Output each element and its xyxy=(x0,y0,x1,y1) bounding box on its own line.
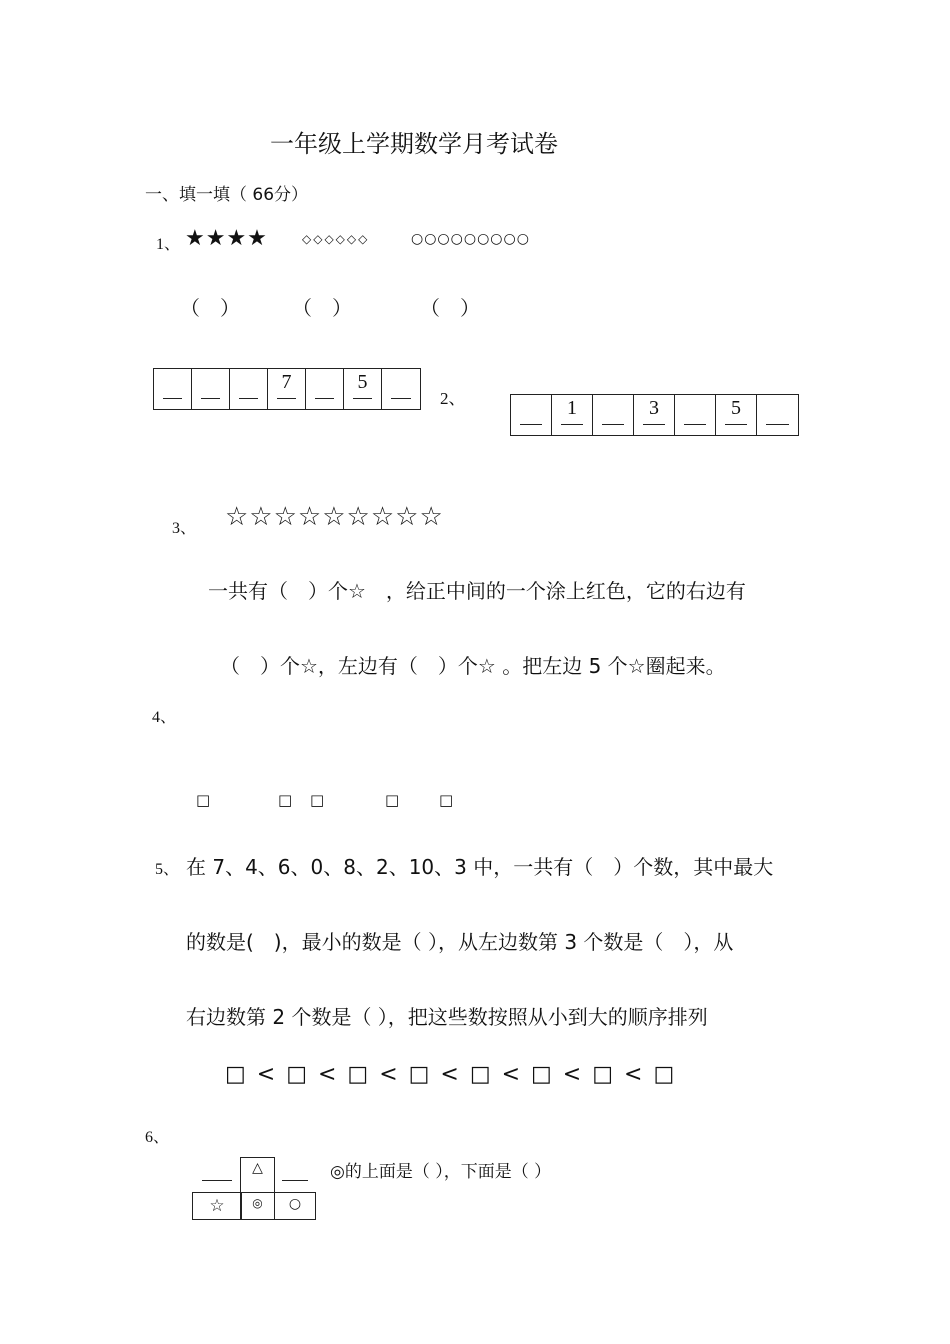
number-sequence-row-1 xyxy=(153,368,421,410)
circle-icon: ○ xyxy=(288,1196,302,1212)
number-cell[interactable] xyxy=(192,369,230,409)
black-stars-group: ★★★★ xyxy=(185,226,268,251)
number-cell: 1 xyxy=(552,395,593,435)
number-cell[interactable] xyxy=(306,369,344,409)
answer-blank-circles[interactable]: （ ） xyxy=(420,296,480,320)
number-cell: 5 xyxy=(716,395,757,435)
star-icon: ☆ xyxy=(209,1196,225,1216)
diamonds-group: ◇◇◇◇◇◇ xyxy=(302,232,370,246)
question-3-text-line-1: 一共有（ ）个☆ ，给正中间的一个涂上红色，它的右边有 xyxy=(208,579,746,603)
grid-cell-bottom-right xyxy=(274,1192,316,1220)
grid-cell-bottom-left xyxy=(192,1192,242,1220)
bullseye-icon: ◎ xyxy=(252,1196,263,1210)
triangle-icon: △ xyxy=(252,1160,263,1176)
question-5-text-line-3: 右边数第 2 个数是（ ），把这些数按照从小到大的顺序排列 xyxy=(186,1005,708,1029)
blank-line[interactable] xyxy=(202,1180,232,1181)
grid-cell-bottom-middle xyxy=(240,1192,275,1220)
question-1-number: 1、 xyxy=(156,236,181,253)
answer-square[interactable]: □ xyxy=(278,791,293,809)
answer-square[interactable]: □ xyxy=(196,791,211,809)
circles-group: ○○○○○○○○○ xyxy=(411,231,530,247)
number-cell[interactable] xyxy=(511,395,552,435)
section-heading: 一、填一填（ 66分） xyxy=(145,185,309,205)
question-4-number: 4、 xyxy=(152,709,177,726)
number-cell[interactable] xyxy=(382,369,420,409)
white-stars-row[interactable]: ☆☆☆☆☆☆☆☆☆ xyxy=(225,502,444,532)
grid-cell-top xyxy=(240,1157,275,1193)
number-sequence-row-2 xyxy=(510,394,799,436)
number-cell[interactable] xyxy=(154,369,192,409)
number-cell[interactable] xyxy=(593,395,634,435)
question-5-text-line-2: 的数是( )，最小的数是（ ），从左边数第 3 个数是（ ），从 xyxy=(186,930,734,954)
number-cell[interactable] xyxy=(230,369,268,409)
question-3-text-line-2: （ ）个☆，左边有（ ）个☆ 。把左边 5 个☆圈起来。 xyxy=(220,654,726,678)
ordering-answer-boxes[interactable]: □ < □ < □ < □ < □ < □ < □ < □ xyxy=(225,1062,677,1087)
question-3-number: 3、 xyxy=(172,520,197,537)
question-2-number: 2、 xyxy=(440,389,466,408)
page-title: 一年级上学期数学月考试卷 xyxy=(270,130,558,158)
number-cell[interactable] xyxy=(675,395,716,435)
answer-square[interactable]: □ xyxy=(310,791,325,809)
question-6-number: 6、 xyxy=(145,1129,170,1146)
number-cell[interactable] xyxy=(757,395,798,435)
answer-square[interactable]: □ xyxy=(439,791,454,809)
blank-line[interactable] xyxy=(282,1180,308,1181)
number-cell: 7 xyxy=(268,369,306,409)
answer-blank-diamonds[interactable]: （ ） xyxy=(292,296,352,320)
question-5-text-line-1: 在 7、4、6、0、8、2、10、3 中，一共有（ ）个数，其中最大 xyxy=(186,855,774,879)
answer-square[interactable]: □ xyxy=(385,791,400,809)
answer-blank-stars[interactable]: （ ） xyxy=(180,296,240,320)
number-cell: 5 xyxy=(344,369,382,409)
question-5-number: 5、 xyxy=(155,861,180,878)
number-cell: 3 xyxy=(634,395,675,435)
question-6-text: ◎的上面是（ ），下面是（ ） xyxy=(330,1162,552,1182)
